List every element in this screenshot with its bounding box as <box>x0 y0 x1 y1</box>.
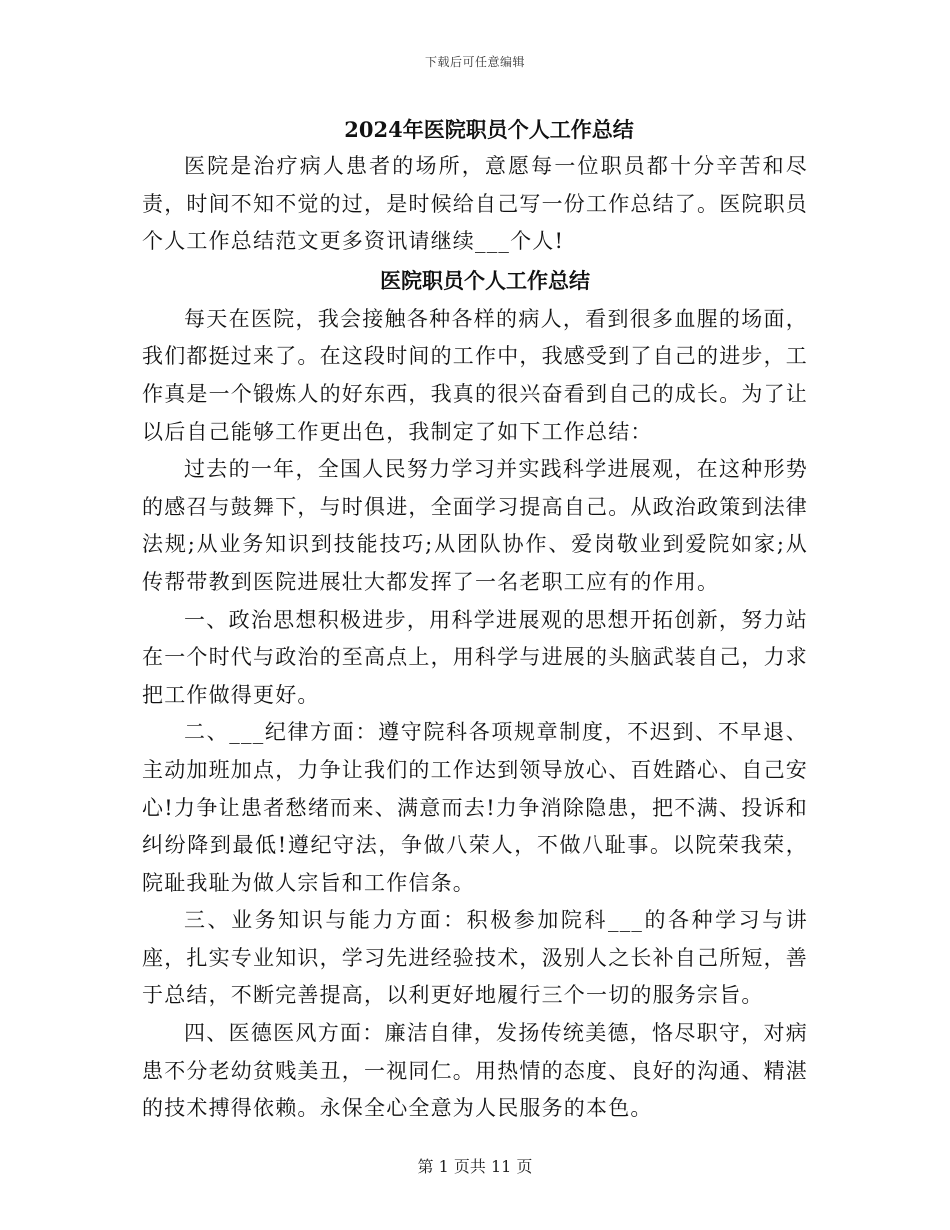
document-title: 2024年医院职员个人工作总结 <box>344 117 634 142</box>
page-number: 第 1 页共 11 页 <box>417 1157 533 1176</box>
body-paragraph: 二、___纪律方面：遵守院科各项规章制度，不迟到、不早退、主动加班加点，力争让我们的工作达到领导放心、百姓踏心、自己安心!力争让患者愁绪而来、满意而去!力争消除隐患，把不满、投诉和纠纷降到最低!遵纪守法，争做八荣人，不做八耻事。以院荣我荣，院耻我耻为做人宗旨和工作信条。 <box>142 720 808 895</box>
header-note: 下载后可任意编辑 <box>424 55 525 69</box>
body-paragraph: 过去的一年，全国人民努力学习并实践科学进展观，在这种形势的感召与鼓舞下，与时俱进，全面学习提高自己。从政治政策到法律法规;从业务知识到技能技巧;从团队协作、爱岗敬业到爱院如家;从传帮带教到医院进展壮大都发挥了一名老职工应有的作用。 <box>142 457 808 594</box>
body-paragraph: 一、政治思想积极进步，用科学进展观的思想开拓创新，努力站在一个时代与政治的至高点上，用科学与进展的头脑武装自己，力求把工作做得更好。 <box>142 607 808 707</box>
section-subtitle: 医院职员个人工作总结 <box>380 267 590 293</box>
intro-paragraph: 医院是治疗病人患者的场所，意愿每一位职员都十分辛苦和尽责，时间不知不觉的过，是时候给自己写一份工作总结了。医院职员个人工作总结范文更多资讯请继续___个人! <box>142 154 808 254</box>
body-paragraph: 每天在医院，我会接触各种各样的病人，看到很多血腥的场面，我们都挺过来了。在这段时间的工作中，我感受到了自己的进步，工作真是一个锻炼人的好东西，我真的很兴奋看到自己的成长。为了让以后自己能够工作更出色，我制定了如下工作总结： <box>142 306 808 444</box>
body-paragraph: 四、医德医风方面：廉洁自律，发扬传统美德，恪尽职守，对病患不分老幼贫贱美丑，一视同仁。用热情的态度、良好的沟通、精湛的技术搏得依赖。永保全心全意为人民服务的本色。 <box>142 1021 808 1121</box>
document-body <box>142 112 808 1128</box>
body-paragraph: 三、业务知识与能力方面：积极参加院科___的各种学习与讲座，扎实专业知识，学习先进经验技术，汲别人之长补自己所短，善于总结，不断完善提高，以利更好地履行三个一切的服务宗旨。 <box>142 908 808 1008</box>
